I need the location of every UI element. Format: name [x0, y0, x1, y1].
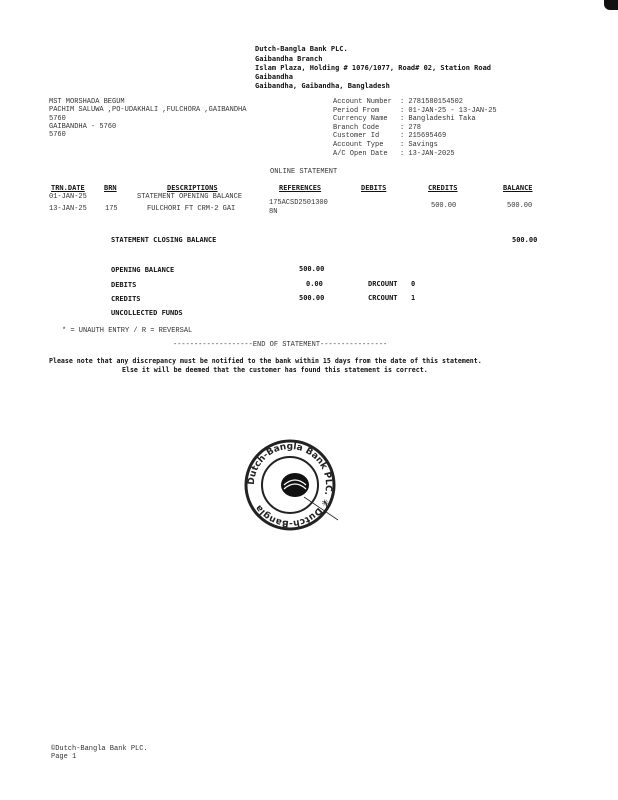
period-from-label: Period From	[333, 106, 380, 115]
bank-address-line1: Islam Plaza, Holding # 1076/1077, Road# 02, Station Road	[255, 64, 492, 72]
bank-name: Dutch-Bangla Bank PLC.	[255, 45, 348, 53]
row2-credit: 500.00	[431, 202, 457, 210]
scan-edge-mark	[604, 0, 618, 10]
credits-value: 500.00	[299, 294, 325, 302]
col-header-credits: CREDITS	[428, 184, 458, 192]
account-number-label: Account Number	[333, 98, 392, 106]
account-type-value: : Savings	[400, 140, 438, 149]
closing-balance-value: 500.00	[512, 236, 538, 244]
end-of-statement: -------------------END OF STATEMENT----------------	[173, 341, 388, 349]
statement-title: ONLINE STATEMENT	[270, 168, 338, 176]
col-header-balance: BALANCE	[503, 184, 533, 192]
branch-code-label: Branch Code	[333, 123, 380, 132]
branch-code-value: : 278	[400, 123, 422, 132]
row1-description: STATEMENT OPENING BALANCE	[137, 193, 243, 201]
drcount-value: 0	[411, 280, 416, 288]
row2-description: FULCHORI FT CRM-2 GAI	[147, 205, 236, 213]
bank-address-line3: Gaibandha, Gaibandha, Bangladesh	[255, 82, 390, 90]
row2-brn: 175	[105, 205, 118, 213]
row2-reference: 175ACSD2501300	[269, 199, 328, 207]
footer-copyright: ©Dutch-Bangla Bank PLC.	[51, 745, 148, 753]
bank-branch: Gaibandha Branch	[255, 55, 323, 63]
page-number: Page 1	[51, 753, 77, 761]
notice-line2: Else it will be deemed that the customer has found this statement is correct.	[122, 366, 428, 374]
uncollected-funds-label: UNCOLLECTED FUNDS	[111, 309, 183, 317]
account-values	[400, 98, 497, 158]
entry-legend: * = UNAUTH ENTRY / R = REVERSAL	[62, 327, 193, 335]
col-header-descriptions: DESCRIPTIONS	[167, 184, 218, 192]
row2-date: 13-JAN-25	[49, 205, 87, 213]
credits-label: CREDITS	[111, 295, 141, 303]
opening-balance-label: OPENING BALANCE	[111, 266, 175, 274]
debits-label: DEBITS	[111, 281, 137, 289]
opening-balance-value: 500.00	[299, 265, 325, 273]
customer-address-line3: GAIBANDHA - 5760	[49, 123, 117, 131]
customer-name: MST MORSHADA BEGUM	[49, 98, 125, 106]
currency-name-value: : Bangladeshi Taka	[400, 115, 476, 124]
period-value: : 01-JAN-25 - 13-JAN-25	[400, 106, 497, 115]
bank-address-line2: Gaibandha	[255, 73, 293, 81]
account-labels	[333, 98, 392, 158]
col-header-references: REFERENCES	[279, 184, 322, 192]
crcount-value: 1	[411, 294, 416, 302]
row2-reference-suffix: 8N	[269, 208, 278, 216]
currency-name-label: Currency Name	[333, 115, 388, 124]
customer-address-line2: 5760	[49, 115, 66, 123]
col-header-brn: BRN	[104, 184, 117, 192]
svg-text:Dutch-Bangla Bank PLC. ✳ Dutch: Dutch-Bangla Bank PLC. ✳ Dutch-Bangla	[246, 441, 334, 529]
account-number-value: : 2781580154502	[400, 98, 464, 106]
account-type-label: Account Type	[333, 140, 384, 149]
notice-line1: Please note that any discrepancy must be notified to the bank within 15 days from the date of this statement.	[49, 357, 482, 365]
customer-address-line4: 5760	[49, 131, 66, 139]
row2-balance: 500.00	[507, 202, 533, 210]
col-header-debits: DEBITS	[361, 184, 387, 192]
customer-address-line1: PACHIM SALUWA ,PO-UDAKHALI ,FULCHORA ,GAIBANDHA	[49, 106, 247, 114]
customer-id-value: : 215695469	[400, 132, 447, 141]
col-header-date: TRN.DATE	[51, 184, 85, 192]
open-date-label: A/C Open Date	[333, 149, 388, 158]
closing-balance-label: STATEMENT CLOSING BALANCE	[111, 236, 217, 244]
drcount-label: DRCOUNT	[368, 280, 398, 288]
customer-id-label: Customer Id	[333, 132, 380, 141]
debits-value: 0.00	[306, 280, 323, 288]
open-date-value: : 13-JAN-2025	[400, 149, 455, 158]
bank-seal-stamp	[240, 435, 340, 535]
row1-date: 01-JAN-25	[49, 193, 87, 201]
crcount-label: CRCOUNT	[368, 294, 398, 302]
